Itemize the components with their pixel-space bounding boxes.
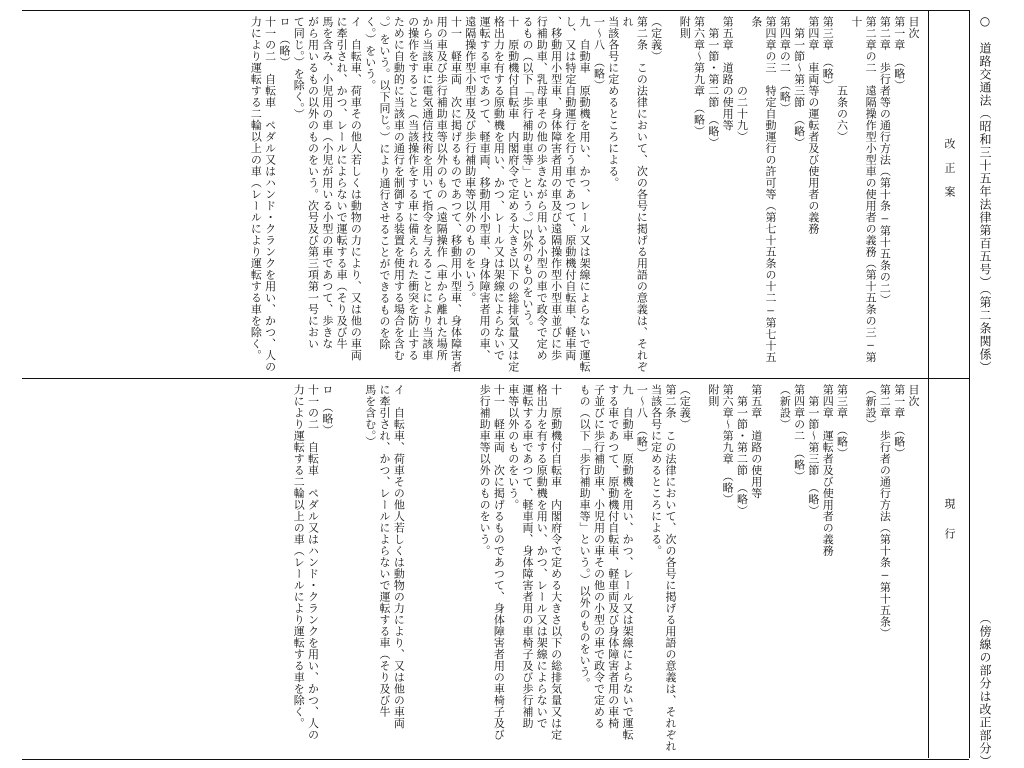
document-note: （傍線の部分は改正部分） <box>978 612 992 768</box>
current-line: 運転する車であつて、軽車両、身体障害者用の車椅子及び歩行補助 <box>520 384 534 729</box>
current-line: イ 自転車、荷車その他人若しくは動物の力により、又は他の車両 <box>392 384 406 729</box>
current-line: 十一の二 自転車 ペダル又はハンド・クランクを用い、かつ、人の <box>306 384 320 741</box>
current-text <box>30 384 920 754</box>
proposed-line: 力により運転する二輪以上の車（レールにより運転する車を除く。 <box>249 16 263 361</box>
proposed-line: 十 原動機付自転車 内閣府令で定める大きさ以下の総排気量又は定 <box>506 16 520 373</box>
proposed-line: 九 自動車 原動機を用い、かつ、レール又は架線によらないで運転 <box>578 16 592 373</box>
proposed-line: るもの（以下「歩行補助車等」という。）以外のものをいう。 <box>520 16 534 333</box>
current-line: 第一節・第二節 （略） <box>735 395 749 517</box>
proposed-text <box>30 16 920 374</box>
proposed-line: 馬を含み、小児用の車（小児が用いる小型の車であつて、歩きな <box>320 16 334 350</box>
proposed-line: 第一節～第三節 （略） <box>792 27 806 149</box>
proposed-line: 行補助車、乳母車その他の歩きながら用いる小型の車で政令で定め <box>535 16 549 361</box>
current-line: もの（以下「歩行補助車等」という。）以外のものをいう。 <box>578 384 592 689</box>
current-line: 当該各号に定めるところによる。 <box>649 384 663 557</box>
current-line: 第二条 この法律において、次の各号に掲げる用語の意義は、それぞれ <box>663 384 677 752</box>
current-line: 格出力を有する原動機を用い、かつ、レール又は架線によらないで <box>535 384 549 729</box>
current-line: する車であつて、原動機付自転車、軽車両及び身体障害者用の車椅 <box>606 384 620 729</box>
proposed-line: 十一 軽車両 次に掲げるものであつて、移動用小型車、身体障害者 <box>449 16 463 373</box>
proposed-line: 附則 <box>678 16 692 39</box>
label-current: 現 行 <box>943 498 956 543</box>
proposed-line: 第三章 （略） <box>821 16 835 91</box>
current-line: 第五章 道路の使用等 <box>749 384 763 499</box>
current-line: に牽引され、かつ、レールによらないで運転する車（そり及び牛 <box>378 384 392 718</box>
label-column-divider <box>928 10 929 758</box>
proposed-line: から当該車に電気通信技術を用いて指令を与えることにより当該車 <box>420 16 434 361</box>
current-line: 馬を含む。） <box>363 384 377 448</box>
current-line: 第二章 歩行者の通行方法（第十条―第十五条） <box>878 384 892 639</box>
current-line: （新設） <box>778 384 792 430</box>
current-line: 十一 軽車両 次に掲げるものであつて、身体障害者用の車椅子及び <box>492 384 506 741</box>
proposed-line: 第二章 歩行者等の通行方法（第十条―第十五条の二） <box>878 16 892 306</box>
proposed-line: 第一節・第二節 （略） <box>706 27 720 149</box>
proposed-line: し、又は特定自動運行を行う車であつて、原動機付自転車、軽車両 <box>563 16 577 361</box>
current-line: （定義） <box>678 384 692 430</box>
proposed-line: 第六章～第九章 （略） <box>692 16 706 137</box>
proposed-line: 遠隔操作型小型車及び歩行補助車等以外のものをいう。 <box>463 16 477 304</box>
current-line: 歩行補助車等以外のものをいう。 <box>478 384 492 557</box>
proposed-line: 十一の二 自転車 ペダル又はハンド・クランクを用い、かつ、人の <box>263 16 277 373</box>
current-line: （新設） <box>864 384 878 430</box>
current-line: 目次 <box>907 384 920 407</box>
proposed-line: に牽引され、かつ、レールによらないで運転する車（そり及び牛 <box>335 16 349 350</box>
current-line: 力により運転する二輪以上の車（レールにより運転する車を除く。 <box>292 384 306 729</box>
current-line: ロ （略） <box>320 384 334 436</box>
proposed-line: 。）をいう。以下同じ。）により通行させることができるものを除 <box>378 16 392 350</box>
label-proposed: 改 正 案 <box>943 138 956 198</box>
current-line: 一～八 （略） <box>635 384 649 459</box>
section-divider <box>22 378 969 379</box>
proposed-line: ために自動的に当該車の通行を制御する装置を使用する場合を含む <box>392 16 406 361</box>
proposed-line: く。）をいう。 <box>363 16 377 91</box>
proposed-line: 第二章の二 遠隔操作型小型車の使用者の義務（第十五条の三―第十 <box>849 16 878 363</box>
proposed-line: がら用いるもの以外のものをいう。次号及び第三項第一号におい <box>306 16 320 350</box>
current-line: 附則 <box>706 384 720 407</box>
proposed-line: 第五章 道路の使用等 <box>721 16 735 131</box>
current-line: 第三章 （略） <box>835 384 849 459</box>
current-line: 第一章 （略） <box>892 384 906 459</box>
proposed-line: 運転する車であつて、軽車両、移動用小型車、身体障害者用の車、 <box>478 16 492 361</box>
current-line: 第四章 運転者及び使用者の義務 <box>821 384 835 557</box>
proposed-line: イ 自転車、荷車その他人若しくは動物の力により、又は他の車両 <box>349 16 363 361</box>
proposed-line: 当該各号に定めるところによる。 <box>606 16 620 189</box>
current-line: 第四章の二 （略） <box>792 384 806 482</box>
proposed-line: 目次 <box>907 16 920 39</box>
proposed-line: の操作をすること（当該操作をする車に備えられた衝突を防止する <box>406 16 420 361</box>
proposed-line: て同じ。）を除く。） <box>292 16 306 120</box>
proposed-line: 第二条 この法律において、次の各号に掲げる用語の意義は、それぞれ <box>621 16 649 373</box>
current-line: 第六章～第九章 （略） <box>721 384 735 505</box>
current-line: 第一節～第三節 （略） <box>806 395 820 517</box>
proposed-line: 一～八 （略） <box>592 16 606 91</box>
proposed-line: 第四章の三 特定自動運行の許可等（第七十五条の十二―第七十五条 <box>749 16 778 363</box>
proposed-line: 五条の六） <box>835 85 849 143</box>
proposed-line: 第一章 （略） <box>892 16 906 91</box>
current-line: 九 自動車 原動機を用い、かつ、レール又は架線によらないで運転 <box>621 384 635 741</box>
current-line: 子並びに歩行補助車、小児用の車その他の小型の車で政令で定める <box>592 384 606 729</box>
proposed-line: ロ （略） <box>277 16 291 68</box>
current-line: 十 原動機付自転車 内閣府令で定める大きさ以下の総排気量又は定 <box>549 384 563 741</box>
proposed-line: 第四章の二 （略） <box>778 16 792 114</box>
proposed-line: （定義） <box>649 16 663 62</box>
document-title: ○ 道路交通法（昭和三十五年法律第百五号）（第二条関係） <box>978 14 992 374</box>
proposed-line: 第四章 車両等の運転者及び使用者の義務 <box>806 16 820 235</box>
proposed-line: 格出力を有する原動機を用い、かつ、レール又は架線によらないで <box>492 16 506 361</box>
right-border <box>969 10 970 758</box>
proposed-line: 、移動用小型車、身体障害者用の車及び遠隔操作型小型車並びに歩 <box>549 16 563 361</box>
proposed-line: の二十九） <box>735 85 749 143</box>
current-line: 車等以外のものをいう。 <box>506 384 520 511</box>
proposed-line: 用の車及び歩行補助車等以外のもの（遠隔操作（車から離れた場所 <box>435 16 449 361</box>
